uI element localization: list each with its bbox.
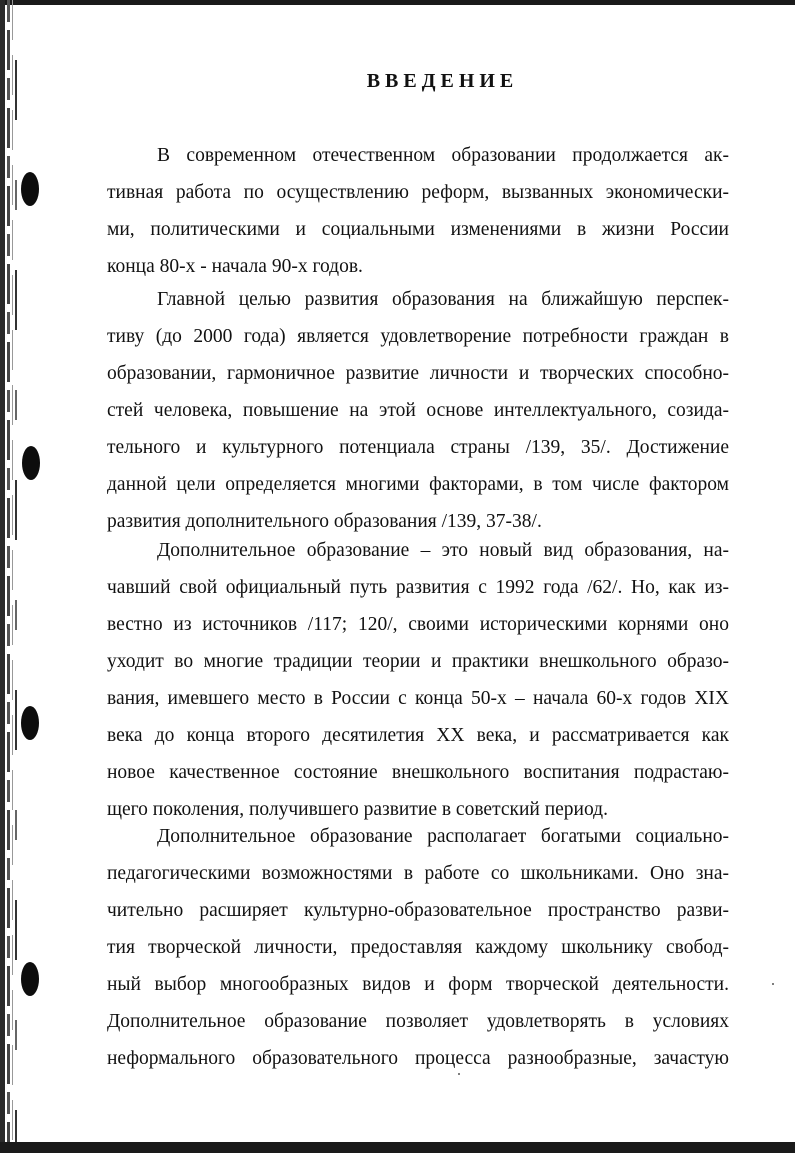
- text-line: уходит во многие традиции теории и практики внешкольного образо-: [107, 651, 729, 672]
- text-line: ный выбор многообразных видов и форм творческой деятельности.: [107, 974, 729, 995]
- text-line: Главной целью развития образования на ближайшую перспек-: [157, 289, 729, 310]
- text-line: тиву (до 2000 года) является удовлетворение потребности граждан в: [107, 326, 729, 347]
- scan-left-edge-noise: [7, 0, 10, 1153]
- text-line: чавший свой официальный путь развития с 1992 года /62/. Но, как из-: [107, 577, 729, 598]
- scan-left-edge-noise: [15, 0, 17, 1153]
- page-title: ВВЕДЕНИЕ: [366, 70, 519, 92]
- binder-hole: [22, 446, 40, 480]
- paragraph-4: [107, 818, 729, 1077]
- text-line: образовании, гармоничное развитие личности и творческих способно-: [107, 363, 729, 384]
- text-line: тивная работа по осуществлению реформ, вызванных экономически-: [107, 182, 729, 203]
- scan-speck: [772, 983, 774, 985]
- text-line: стей человека, повышение на этой основе интеллектуального, созида-: [107, 400, 729, 421]
- scan-left-edge-noise: [12, 0, 13, 1153]
- scan-left-edge: [0, 0, 5, 1153]
- paragraph-3: [107, 532, 729, 828]
- text-line: ми, политическими и социальными изменениями в жизни России: [107, 219, 729, 240]
- scan-top-edge: [0, 0, 795, 5]
- text-line: тельного и культурного потенциала страны /139, 35/. Достижение: [107, 437, 729, 458]
- text-line: В современном отечественном образовании продолжается ак-: [157, 145, 729, 166]
- text-line: тия творческой личности, предоставляя каждому школьнику свобод-: [107, 937, 729, 958]
- text-line: данной цели определяется многими факторами, в том числе фактором: [107, 474, 729, 495]
- paragraph-2: [107, 281, 729, 540]
- text-line: новое качественное состояние внешкольного воспитания подрастаю-: [107, 762, 729, 783]
- text-line: неформального образовательного процесса разнообразные, зачастую: [107, 1048, 729, 1069]
- text-line: вестно из источников /117; 120/, своими историческими корнями оно: [107, 614, 729, 635]
- text-line: Дополнительное образование позволяет удовлетворять в условиях: [107, 1011, 729, 1032]
- binder-hole: [21, 172, 39, 206]
- text-line: века до конца второго десятилетия XX века, и рассматривается как: [107, 725, 729, 746]
- scan-bottom-edge: [0, 1142, 795, 1153]
- text-line: чительно расширяет культурно-образовательное пространство разви-: [107, 900, 729, 921]
- text-line: развития дополнительного образования /139, 37-38/.: [107, 511, 542, 532]
- binder-hole: [21, 962, 39, 996]
- text-line: Дополнительное образование – это новый вид образования, на-: [157, 540, 729, 561]
- text-line: щего поколения, получившего развитие в советский период.: [107, 799, 608, 820]
- text-line: вания, имевшего место в России с конца 50-х – начала 60-х годов XIX: [107, 688, 729, 709]
- text-line: конца 80-х - начала 90-х годов.: [107, 256, 363, 277]
- text-line: Дополнительное образование располагает богатыми социально-: [157, 826, 729, 847]
- paragraph-1: [107, 137, 729, 285]
- binder-hole: [21, 706, 39, 740]
- text-line: педагогическими возможностями в работе со школьниками. Оно зна-: [107, 863, 729, 884]
